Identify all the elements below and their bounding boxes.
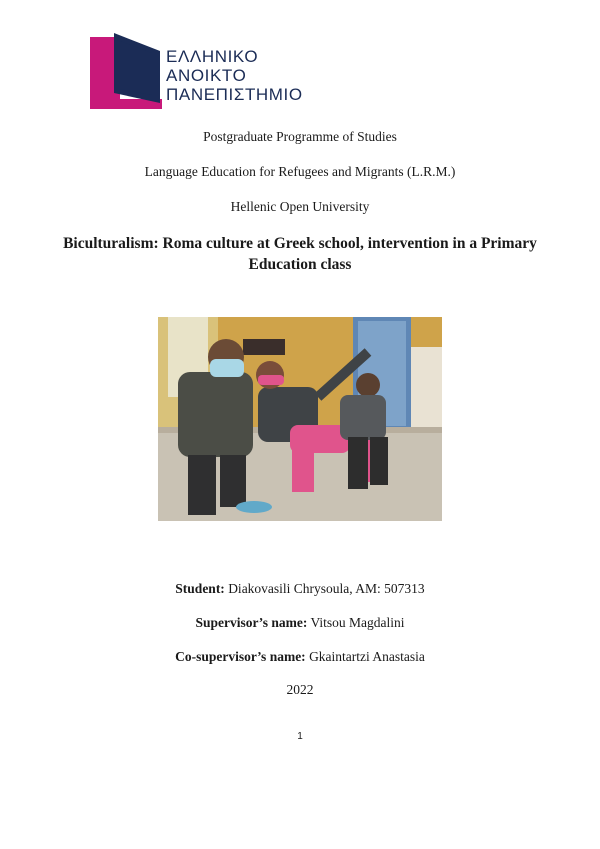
cosupervisor-line (0, 649, 600, 665)
thesis-title: Biculturalism: Roma culture at Greek school, intervention in a Primary Education class (63, 235, 537, 273)
cosupervisor-label: Co-supervisor’s name: (175, 649, 306, 664)
supervisor-label: Supervisor’s name: (195, 615, 308, 630)
cosupervisor-value: Gkaintartzi Anastasia (305, 649, 425, 664)
university-logo (90, 33, 303, 111)
logo-line-2: ΑΝΟΙΚΤΟ (166, 66, 247, 85)
year: 2022 (286, 682, 314, 697)
student-label: Student: (175, 581, 225, 596)
supervisor-value: Vitsou Magdalini (307, 615, 405, 630)
course-line: Language Education for Refugees and Migrants (L.R.M.) (144, 164, 456, 179)
cover-photo (158, 317, 442, 521)
logo-line-3: ΠΑΝΕΠΙΣΤΗΜΙΟ (166, 85, 303, 104)
student-line (0, 581, 600, 597)
university-line: Hellenic Open University (230, 199, 370, 214)
logo-line-1: ΕΛΛΗΝΙΚΟ (166, 47, 259, 66)
logo-mark-icon (90, 33, 162, 109)
student-value: Diakovasili Chrysoula, AM: 507313 (224, 581, 425, 596)
page-number: 1 (297, 731, 303, 742)
supervisor-line (0, 615, 600, 631)
programme-line: Postgraduate Programme of Studies (203, 129, 397, 144)
logo-text (166, 47, 303, 104)
